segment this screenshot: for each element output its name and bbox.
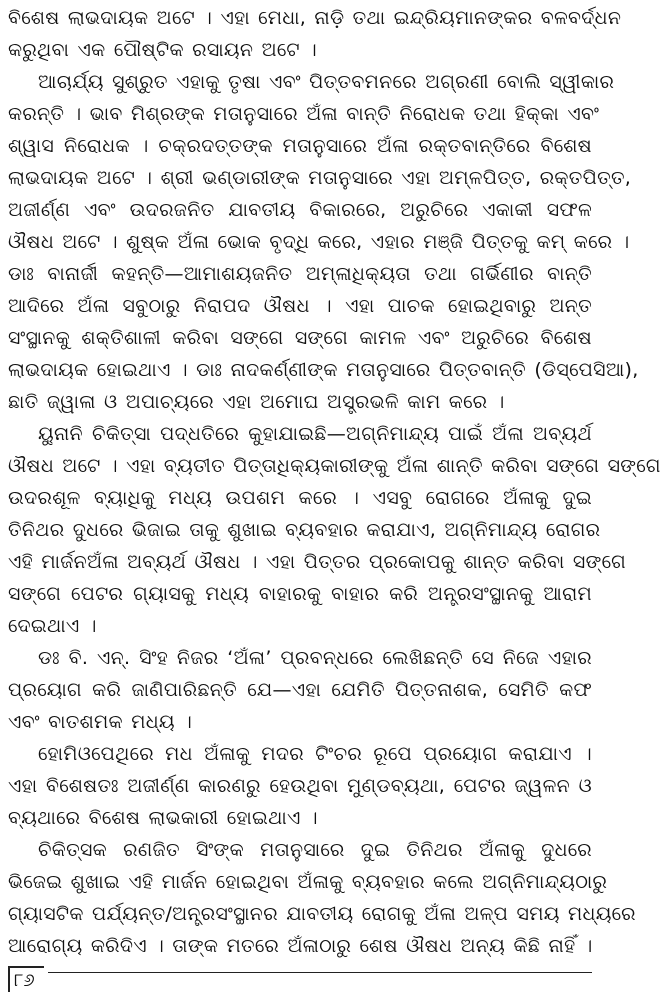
text-line: କରନ୍ତି । ଭାବ ମିଶ୍ରଙ୍କ ମତାନୁସାରେ ଅଁଳା ବାନ୍ତି ନିରୋଧକ ତଥା ହିକ୍କା ଏବଂ [8,103,600,125]
text-line: ଅଜୀର୍ଣ୍ଣ ଏବଂ ଉଦରଜନିତ ଯାବତୀୟ ବିକାରରେ, ଅରୁଚିରେ ଏକାକୀ ସଫଳ [8,199,592,221]
text-line: ବିଶେଷ ଲାଭଦାୟକ ଅଟେ । ଏହା ମେଧା, ନାଡ଼ି ତଥା ଇନ୍ଦ୍ରିୟମାନଙ୍କର ବଳବର୍ଦ୍ଧନ [8,7,622,29]
text-line: ପ୍ରୟୋଗ କରି ଜାଣିପାରିଛନ୍ତି ଯେ—ଏହା ଯେମିତି ପିତ୍ତନାଶକ, ସେମିତି କଫ [8,679,592,701]
paragraph [8,738,592,834]
text-line: ଚିକିତ୍ସକ ରଣଜିତ ସିଂଙ୍କ ମତାନୁସାରେ ଦୁଇ ତିନିଥର ଅଁଳାକୁ ଦୁଧରେ [38,839,592,861]
text-line: ଉଦରଶୂଳ ବ୍ୟାଧିକୁ ମଧ୍ୟ ଉପଶମ କରେ । ଏସବୁ ରୋଗରେ ଅଁଳାକୁ ଦୁଇ [8,487,592,509]
text-line: ଔଷଧ ଅଟେ । ଶୁଷ୍କ ଅଁଳା ଭୋକ ବୃଦ୍ଧି କରେ, ଏହାର ମଞ୍ଜି ପିତ୍ତକୁ କମ୍ କରେ । [8,231,630,253]
paragraph [8,2,622,66]
text-line: ଏହା ବିଶେଷତଃ ଅଜୀର୍ଣ୍ଣ କାରଣରୁ ହେଉଥିବା ମୁଣ୍ଡବ୍ୟଥା, ପେଟର ଜ୍ୱଳନ ଓ [8,775,592,797]
page-body-text [8,2,661,962]
text-line: ଭିଜେଇ ଶୁଖାଇ ଏହି ମାର୍ଜନ ହୋଇଥିବା ଅଁଳାକୁ ବ୍ୟବହାର କଲେ ଅଗ୍ନିମାନ୍ଦ୍ୟଠାରୁ [8,871,608,893]
footer-rule [48,972,592,973]
paragraph [8,66,639,418]
text-line: ଆରୋଗ୍ୟ କରିଦିଏ । ତାଙ୍କ ମତରେ ଅଁଳାଠାରୁ ଶେଷ ଔଷଧ ଅନ୍ୟ କିଛି ନାହିଁ । [8,935,593,957]
text-line: ଏହି ମାର୍ଜନଅଁଳା ଅବ୍ୟର୍ଥ ଔଷଧ । ଏହା ପିତ୍ତର ପ୍ରକୋପକୁ ଶାନ୍ତ କରିବା ସଙ୍ଗେ [8,551,627,573]
text-line: ଡାଃ ବାନାର୍ଜୀ କହନ୍ତି—ଆମାଶୟଜନିତ ଅମ୍ଳାଧିକ୍ୟତା ତଥା ଗର୍ଭିଣୀର ବାନ୍ତି [8,263,592,285]
text-line: ୟୁନାନି ଚିକିତ୍ସା ପଦ୍ଧତିରେ କୁହାଯାଇଛି—ଅଗ୍ନିମାନ୍ଦ୍ୟ ପାଇଁ ଅଁଳା ଅବ୍ୟର୍ଥ [38,423,592,445]
text-line: ବ୍ୟଥାରେ ବିଶେଷ ଲାଭକାରୀ ହୋଇଥାଏ । [8,807,318,829]
text-line: ଲାଭଦାୟକ ଅଟେ । ଶ୍ରୀ ଭଣ୍ଡାରୀଙ୍କ ମତାନୁସାରେ ଏହା ଅମ୍ଳପିତ୍ତ, ରକ୍ତପିତ୍ତ, [8,167,632,189]
paragraph [8,418,661,642]
text-line: ଔଷଧ ଅଟେ । ଏହା ବ୍ୟତୀତ ପିତ୍ତାଧିକ୍ୟକାରୀଙ୍କୁ ଅଁଳା ଶାନ୍ତି କରିବା ସଙ୍ଗେ ସଙ୍ଗେ [8,455,661,477]
text-line: ଗ୍ୟାସଟିକ ପର୍ଯ୍ୟନ୍ତ/ଅନ୍ତ୍ରସଂସ୍ଥାନର ଯାବତୀୟ ରୋଗକୁ ଅଁଳା ଅଳ୍ପ ସମୟ ମଧ୍ୟରେ [8,903,636,925]
page-footer [8,966,592,996]
text-line: ସଂସ୍ଥାନକୁ ଶକ୍ତିଶାଳୀ କରିବା ସଙ୍ଗେ ସଙ୍ଗେ କାମଳ ଏବଂ ଅରୁଚିରେ ବିଶେଷ [8,327,592,349]
text-line: ତିନିଥର ଦୁଧରେ ଭିଜାଇ ତାକୁ ଶୁଖାଇ ବ୍ୟବହାର କରାଯାଏ, ଅଗ୍ନିମାନ୍ଦ୍ୟ ରୋଗର [8,519,601,541]
text-line: ଛାତି ଜ୍ୱାଳା ଓ ଅପାଚ୍ୟରେ ଏହା ଅମୋଘ ଅସ୍ତ୍ରଭଳି କାମ କରେ । [8,391,505,413]
text-line: ଏବଂ ବାତଶମକ ମଧ୍ୟ । [8,711,193,733]
text-line: ଡଃ ବି. ଏନ୍. ସିଂହ ନିଜର ‘ଅଁଳା’ ପ୍ରବନ୍ଧରେ ଲେଖିଛନ୍ତି ସେ ନିଜେ ଏହାର [38,647,592,669]
text-line: ଶ୍ୱାସ ନିରୋଧକ । ଚକ୍ରଦତ୍ତଙ୍କ ମତାନୁସାରେ ଅଁଳା ରକ୍ତବାନ୍ତିରେ ବିଶେଷ [8,135,592,157]
text-line: କରୁଥିବା ଏକ ପୌଷ୍ଟିକ ରସାୟନ ଅଟେ । [8,39,318,61]
paragraph [8,834,636,962]
page-number: ୮୬ [8,966,44,992]
text-line: ଆଚାର୍ଯ୍ୟ ସୁଶ୍ରୁତ ଏହାକୁ ତୃଷା ଏବଂ ପିତ୍ତବମନରେ ଅଗ୍ରଣୀ ବୋଲି ସ୍ୱୀକାର [38,71,615,93]
text-line: ଦେଇଥାଏ । [8,615,97,637]
text-line: ଲାଭଦାୟକ ହୋଇଥାଏ । ଡାଃ ନାଦକର୍ଣ୍ଣୀଙ୍କ ମତାନୁସାରେ ପିତ୍ତବାନ୍ତି (ଡିସ୍‌ପେସିଆ), [8,359,639,381]
text-line: ସଙ୍ଗେ ପେଟର ଗ୍ୟାସକୁ ମଧ୍ୟ ବାହାରକୁ ବାହାର କରି ଅନ୍ତ୍ରସଂସ୍ଥାନକୁ ଆରାମ [8,583,592,605]
text-line: ହୋମିଓପେଥିରେ ମଧ ଅଁଳାକୁ ମଦର ଟିଂଚର ରୂପେ ପ୍ରୟୋଗ କରାଯାଏ । [38,743,592,765]
text-line: ଆଦିରେ ଅଁଳା ସବୁଠାରୁ ନିରାପଦ ଔଷଧ । ଏହା ପାଚକ ହୋଇଥିବାରୁ ଅନ୍ତ [8,295,592,317]
paragraph [8,642,592,738]
